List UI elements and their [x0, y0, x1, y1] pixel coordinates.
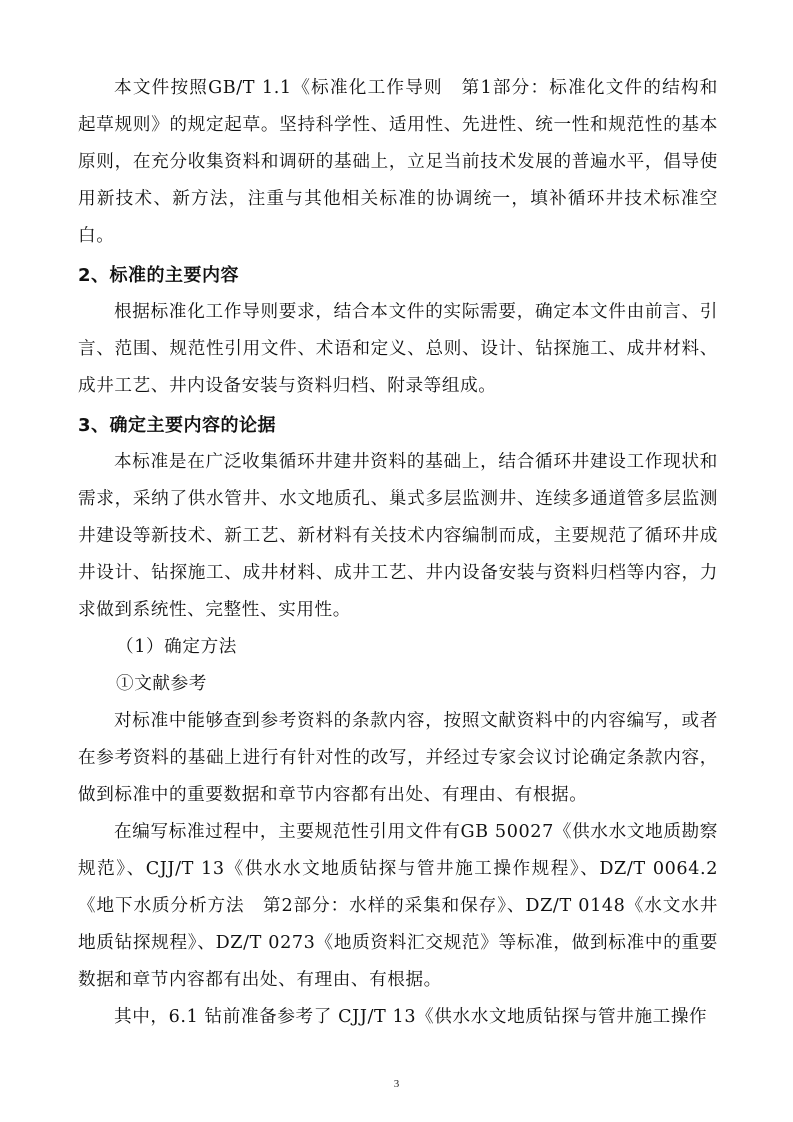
intro-paragraph: 本文件按照GB/T 1.1《标准化工作导则 第1部分：标准化文件的结构和起草规则》的规定起草。坚持科学性、适用性、先进性、统一性和规范性的基本原则，在充分收集资料和调研的基础上，立足当前技术发展的普遍水平，倡导使用新技术、新方法，注重与其他相关标准的协调统一，填补循环井技术标准空白。 — [78, 78, 718, 246]
literature-paragraph: 对标准中能够查到参考资料的条款内容，按照文献资料中的内容编写，或者在参考资料的基础上进行有针对性的改写，并经过专家会议讨论确定条款内容，做到标准中的重要数据和章节内容都有出处、有理由、有根据。 — [78, 711, 718, 805]
references-paragraph: 在编写标准过程中，主要规范性引用文件有GB 50027《供水水文地质勘察规范》、CJJ/T 13《供水水文地质钻探与管井施工操作规程》、DZ/T 0064.2《地下水质分析方法 第2部分：水样的采集和保存》、DZ/T 0148《水文水井地质钻探规程》、DZ/T 0273《地质资料汇交规范》等标准，做到标准中的重要数据和章节内容都有出处、有理由、有根据。 — [78, 822, 718, 990]
subheading-literature: ①文献参考 — [116, 674, 207, 694]
basis-paragraph: 本标准是在广泛收集循环井建井资料的基础上，结合循环井建设工作现状和需求，采纳了供水管井、水文地质孔、巢式多层监测井、连续多通道管多层监测井建设等新技术、新工艺、新材料有关技术内容编制而成，主要规范了循环井成井设计、钻探施工、成井材料、成井工艺、井内设备安装与资料归档等内容，力求做到系统性、完整性、实用性。 — [78, 452, 718, 620]
drilling-prep-paragraph: 其中，6.1 钻前准备参考了 CJJ/T 13《供水水文地质钻探与管井施工操作 — [114, 1007, 708, 1027]
page-content — [78, 70, 718, 1036]
page-number: 3 — [393, 1078, 400, 1090]
section-heading-main-content: 2、标准的主要内容 — [78, 265, 240, 286]
main-content-paragraph: 根据标准化工作导则要求，结合本文件的实际需要，确定本文件由前言、引言、范围、规范性引用文件、术语和定义、总则、设计、钻探施工、成井材料、成井工艺、井内设备安装与资料归档、附录等组成。 — [78, 302, 718, 396]
subheading-method: （1）确定方法 — [116, 637, 237, 657]
section-heading-basis: 3、确定主要内容的论据 — [78, 415, 277, 436]
